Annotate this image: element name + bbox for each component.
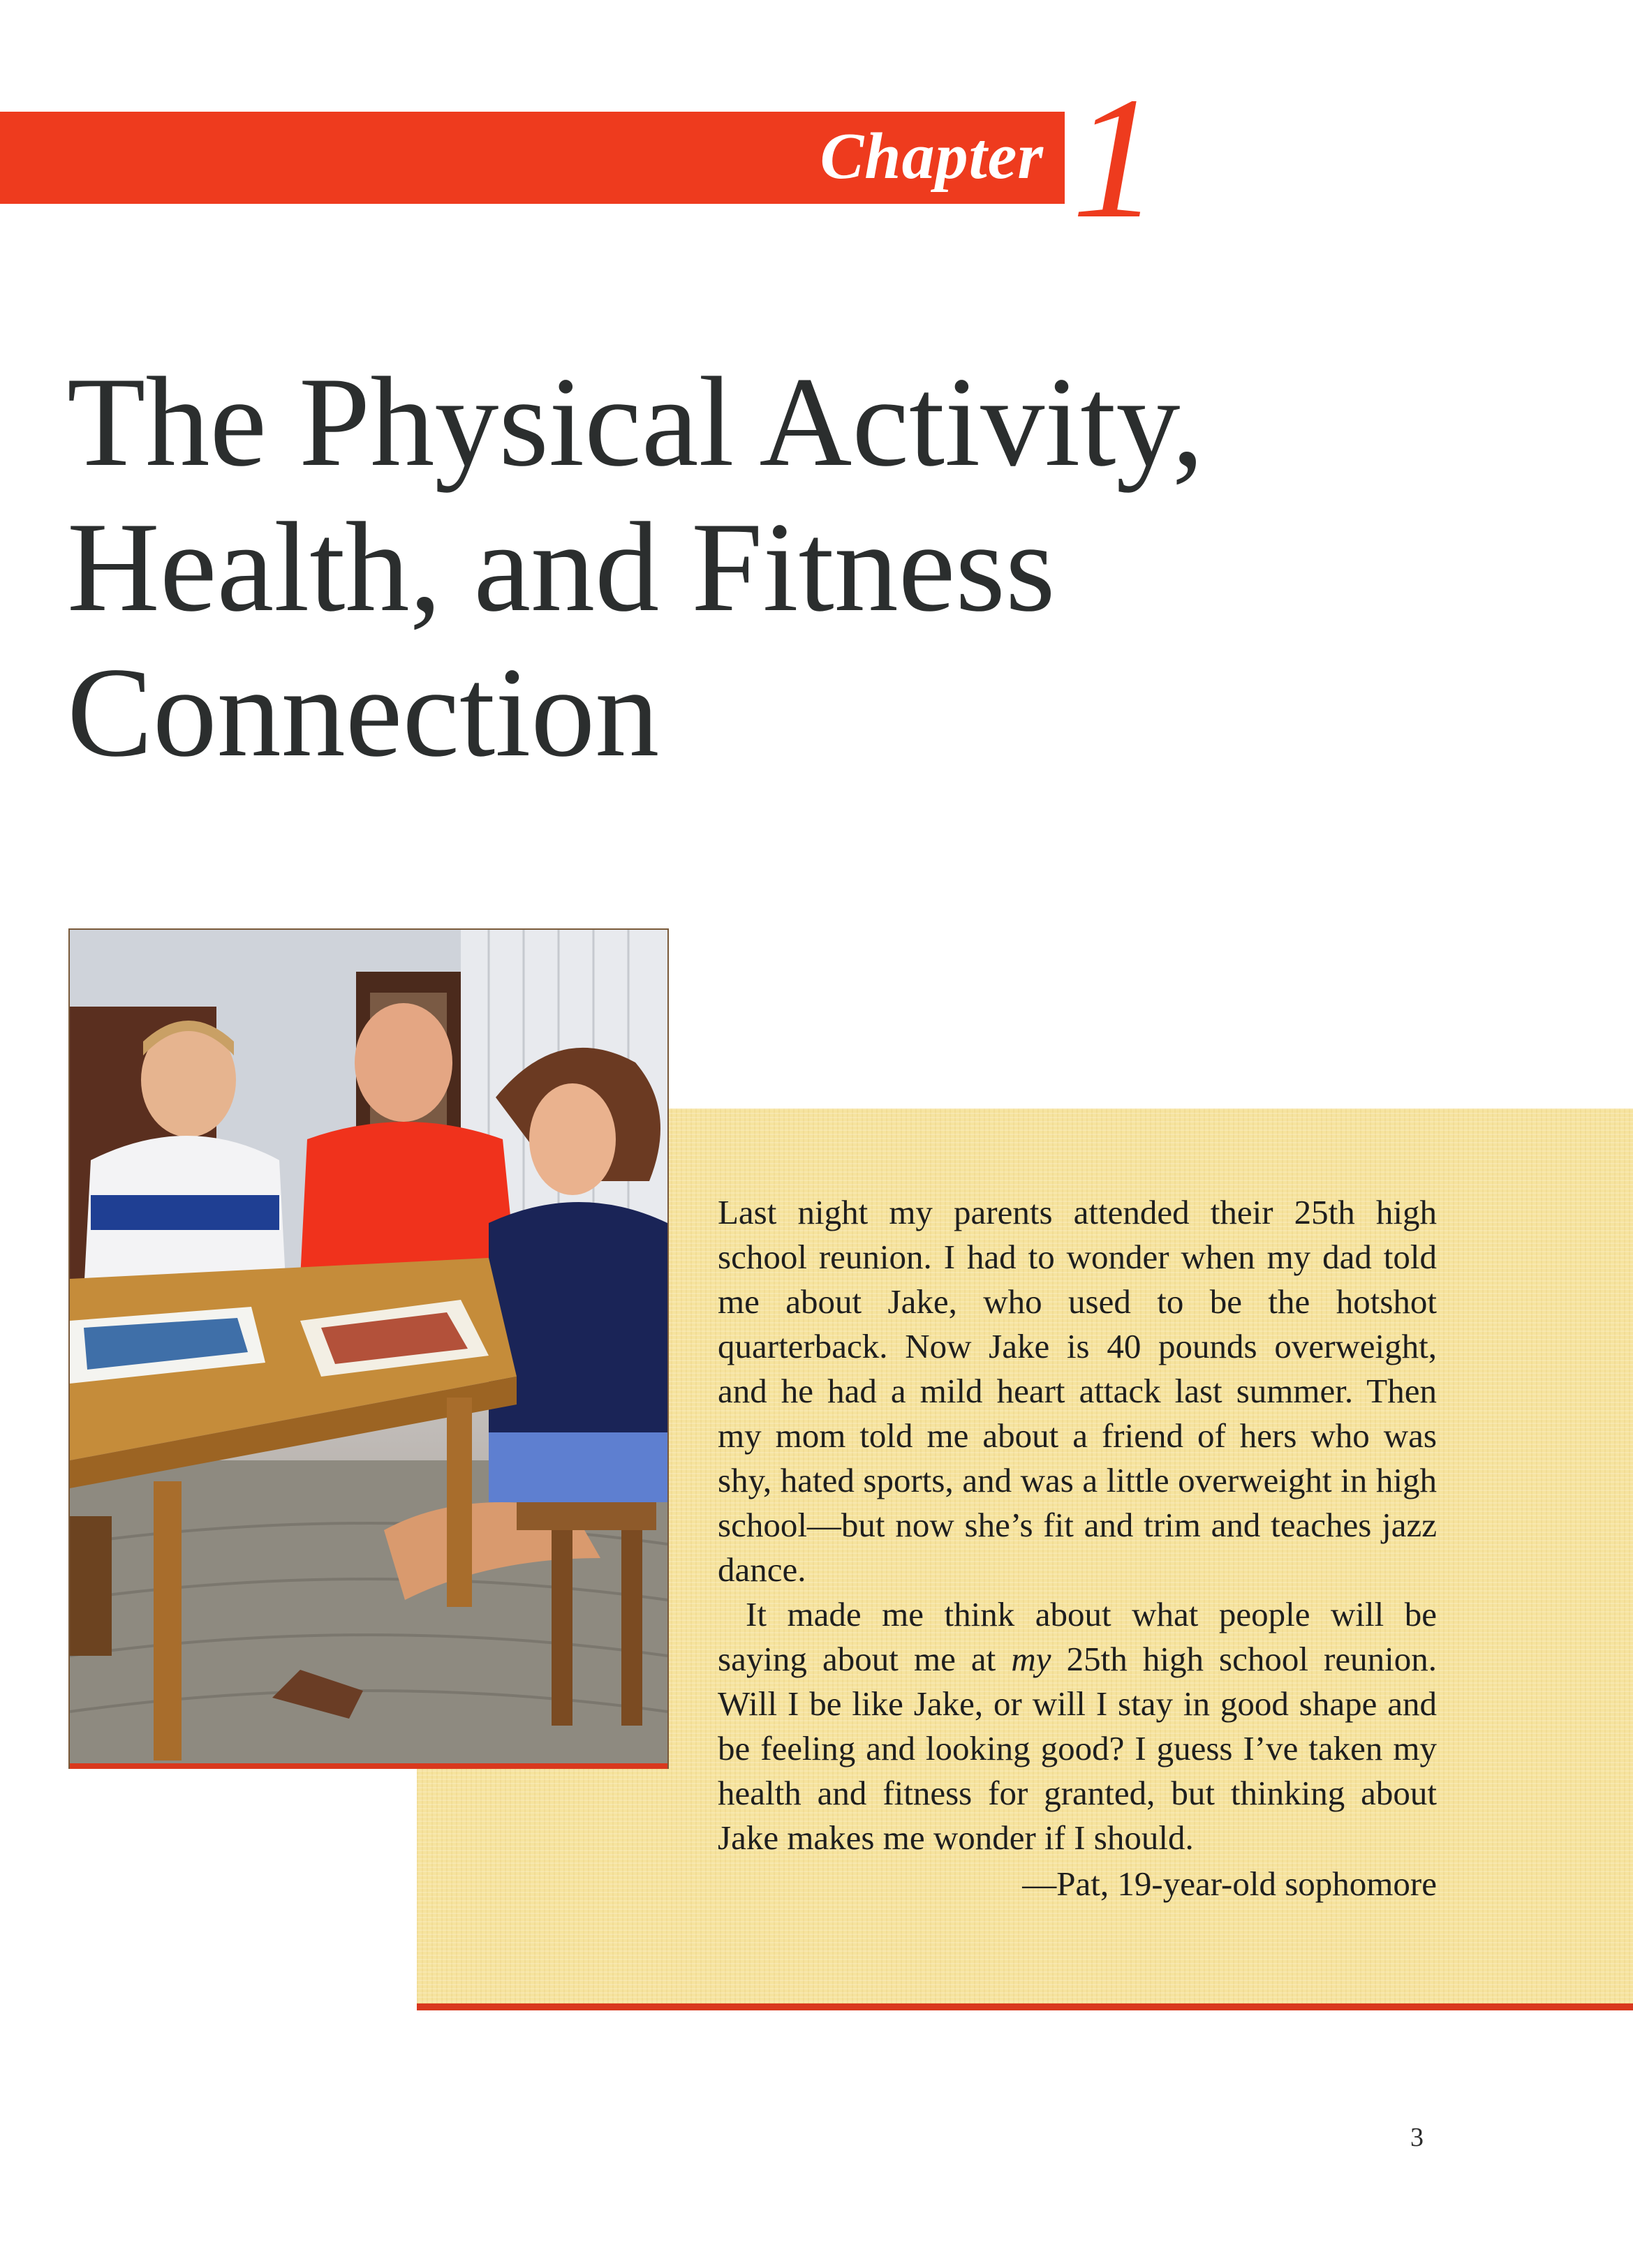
chapter-label: Chapter xyxy=(820,120,1044,193)
excerpt-attribution: —Pat, 19-year-old sophomore xyxy=(1022,1865,1437,1903)
excerpt-paragraph-1: Last night my parents attended their 25th high school reunion. I had to wonder when my dad told me about Jake, who used to be the hotshot quarterback. Now Jake is 40 pounds overweight, and he had a mild heart attack last summer. Then my mom told me about a friend of hers who was shy, hated sports, and was a little overweight in high school—but now she’s fit and trim and teaches jazz dance. xyxy=(718,1193,1437,1589)
excerpt-text xyxy=(718,1190,1437,1906)
excerpt-p2-after: 25th high school reunion. Will I be like Jake, or will I stay in good shape and be feeling and looking good? I guess I’ve taken my health and fitness for granted, but thinking about Jake makes me wonder if I should. xyxy=(718,1640,1437,1857)
family-at-table-photo xyxy=(70,930,667,1767)
excerpt-bottom-rule xyxy=(417,2003,1633,2010)
chapter-banner xyxy=(0,112,1065,204)
photo-illustration xyxy=(70,930,667,1767)
excerpt-paragraph-2 xyxy=(718,1592,1437,1860)
chapter-title-line-3: Connection xyxy=(67,641,660,783)
page-number: 3 xyxy=(1410,2123,1424,2152)
excerpt-p2-before: It made me think about what people will be saying about me at xyxy=(718,1595,1437,1678)
chapter-title-line-1: The Physical Activity, xyxy=(67,350,1204,493)
chapter-title xyxy=(67,349,1324,785)
photo-bottom-edge xyxy=(70,1763,667,1769)
chapter-title-line-2: Health, and Fitness xyxy=(67,496,1056,638)
excerpt-p2-emphasis: my xyxy=(1011,1640,1051,1678)
chapter-number: 1 xyxy=(1072,61,1159,255)
